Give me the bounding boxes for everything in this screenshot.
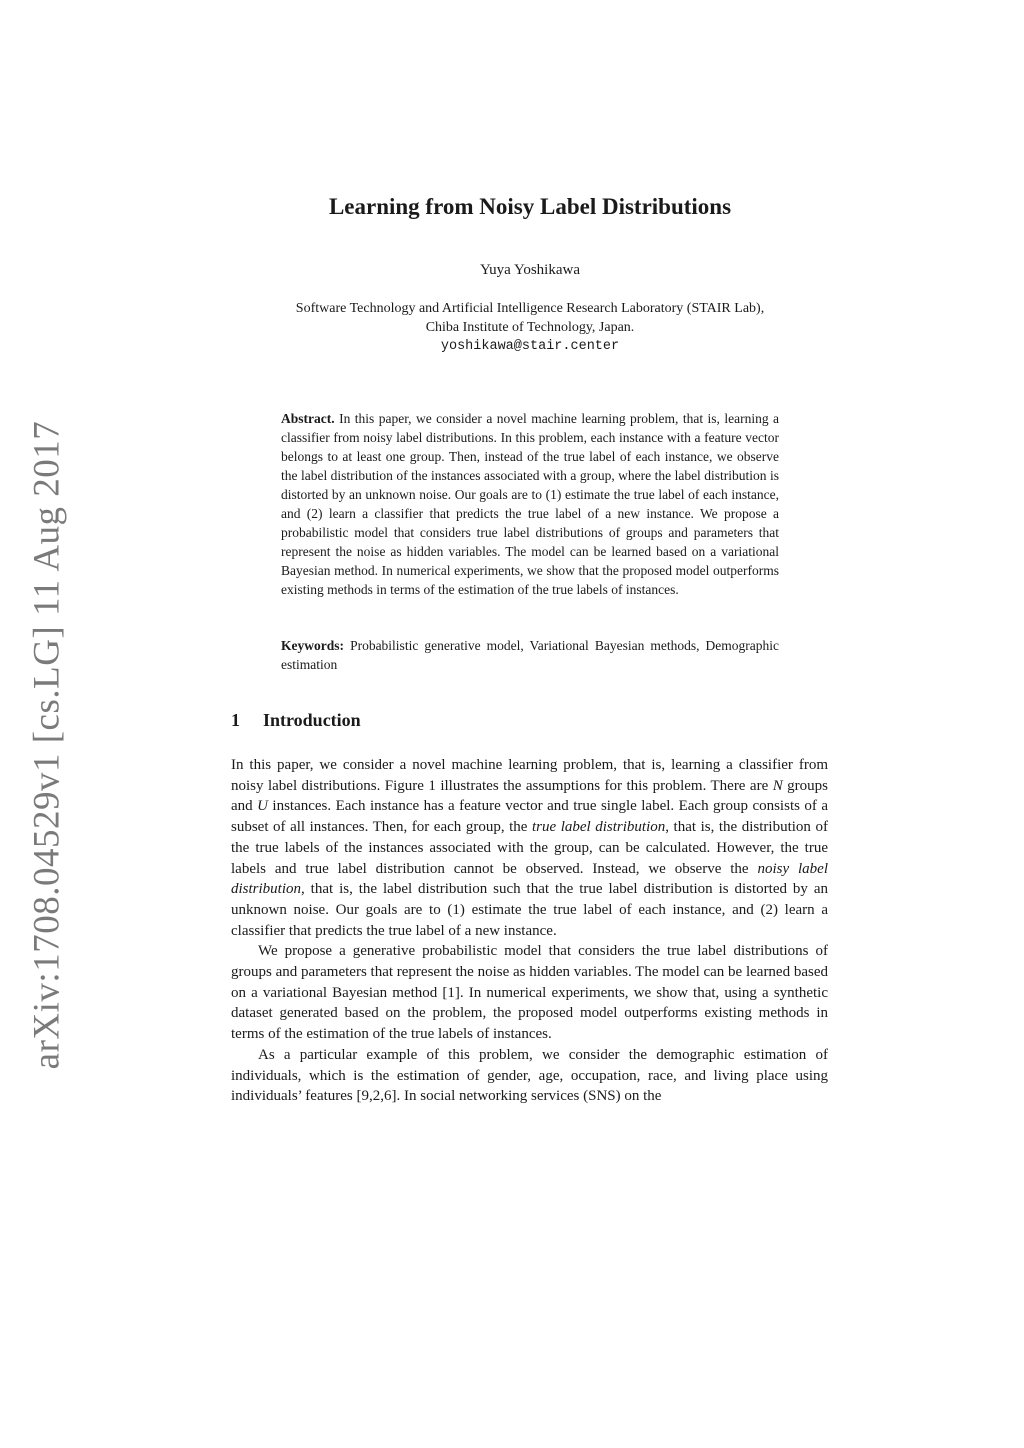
section-heading-introduction: [231, 710, 361, 731]
p1-text-3: instances. Each instance has a feature vector and true single label. Each group consists of a subset of all instances. Then, for each group, the: [231, 798, 828, 836]
term-noisy-label-distribution: noisy label distribution: [231, 860, 829, 898]
p1-text-1: In this paper, we consider a novel machine learning problem, that is, learning a classifier from noisy label distributions. Figure 1 illustrates the assumptions for this problem. There are: [231, 757, 828, 794]
affiliation-line-2: Chiba Institute of Technology, Japan.: [425, 320, 635, 335]
keywords-text: Probabilistic generative model, Variational Bayesian methods, Demographic estimation: [281, 638, 780, 672]
keywords: [281, 636, 779, 674]
intro-paragraph-3: As a particular example of this problem, we consider the demographic estimation of individuals, which is the estimation of gender, age, occupation, race, and living place using individuals’ features [9,2,6]. In social networking services (SNS) on the: [231, 1046, 828, 1105]
affiliation-line-1: Software Technology and Artificial Intelligence Research Laboratory (STAIR Lab),: [295, 301, 765, 316]
term-true-label-distribution: true label distribution: [531, 819, 666, 836]
paper-title: Learning from Noisy Label Distributions: [328, 194, 732, 219]
section-number: 1: [231, 710, 240, 730]
math-var-u: U: [257, 798, 268, 815]
p1-text-5: , that is, the label distribution such that the true label distribution is distorted by an unknown noise. Our goals are to (1) estimate the true label of each instance, and (2) learn a classifier that predicts the true label of a new instance.: [231, 881, 828, 939]
introduction-body: [231, 755, 828, 1107]
section-title: Introduction: [263, 710, 361, 730]
author-name: Yuya Yoshikawa: [479, 262, 580, 278]
intro-paragraph-1: [231, 755, 828, 941]
p1-text-2: groups and: [231, 777, 828, 815]
keywords-label: Keywords:: [281, 638, 344, 653]
affiliation: [230, 299, 830, 356]
p1-text-4: , that is, the distribution of the true labels of the instances associated with the group, can be calculated. However, the true labels and true label distribution cannot be observed. Instead, we observe the: [231, 819, 828, 877]
arxiv-stamp: arXiv:1708.04529v1 [cs.LG] 11 Aug 2017: [26, 420, 68, 1070]
abstract: [281, 409, 779, 599]
abstract-text: In this paper, we consider a novel machine learning problem, that is, learning a classifier from noisy label distributions. In this problem, each instance with a feature vector belongs to at least one group. Then, instead of the true label of each instance, we observe the label distribution of the instances associated with a group, where the label distribution is distorted by an unknown noise. Our goals are to (1) estimate the true label of each instance, and (2) learn a classifier that predicts the true label of a new instance. We propose a probabilistic model that considers true label distributions of groups and parameters that represent the noise as hidden variables. The model can be learned based on a variational Bayesian method. In numerical experiments, we show that the proposed model outperforms existing methods in terms of the estimation of the true labels of instances.: [281, 411, 780, 597]
abstract-label: Abstract.: [281, 411, 335, 426]
author-email: yoshikawa@stair.center: [440, 339, 620, 354]
math-var-n: N: [772, 777, 783, 794]
intro-paragraph-2: We propose a generative probabilistic model that considers the true label distributions of groups and parameters that represent the noise as hidden variables. The model can be learned based on a variational Bayesian method [1]. In numerical experiments, we show that, using a synthetic dataset generated based on the problem, the proposed model outperforms existing methods in terms of the estimation of the true labels of instances.: [231, 943, 828, 1043]
